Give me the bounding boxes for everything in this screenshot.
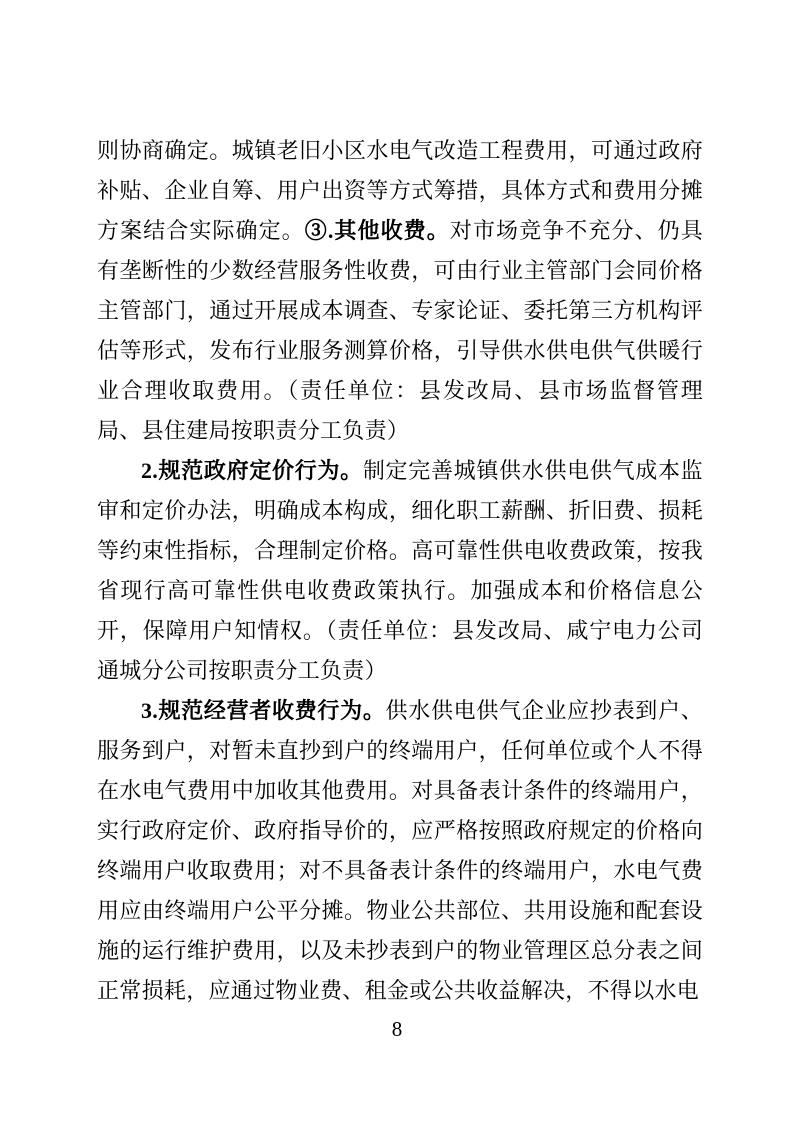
paragraph-text: 则协商确定。城镇老旧小区水电气改造工程费用，可通过政府补贴、企业自筹、用户出资等方式筹措，具体方式和费用分摊方案结合实际确定。 (97, 138, 703, 243)
body-paragraph (97, 691, 703, 1011)
paragraph-heading: 2.规范政府定价行为。 (141, 458, 363, 483)
paragraph-text: 供水供电供气企业应抄表到户、服务到户，对暂未直抄到户的终端用户，任何单位或个人不得在水电气费用中加收其他费用。对具备表计条件的终端用户，实行政府定价、政府指导价的，应严格按照政府规定的价格向终端用户收取费用；对不具备表计条件的终端用户，水电气费用应由终端用户公平分摊。物业公共部位、共用设施和配套设施的运行维护费用，以及未抄表到户的物业管理区总分表之间正常损耗，应通过物业费、租金或公共收益解决，不得以水电 (97, 698, 703, 1003)
paragraph-heading: ③.其他收费。 (304, 218, 450, 243)
responsibility-clause: （责任单位：县发改局、咸宁电力公司通城分公司按职责分工负责） (97, 618, 703, 683)
page-number: 8 (391, 1017, 403, 1041)
responsibility-clause: （责任单位：县发改局、县市场监督管理局、县住建局按职责分工负责） (97, 378, 704, 443)
body-paragraph (97, 451, 703, 691)
paragraph-heading: 3.规范经营者收费行为。 (141, 698, 386, 723)
body-paragraph (97, 131, 703, 451)
paragraph-text: 对市场竞争不充分、仍具有垄断性的少数经营服务性收费，可由行业主管部门会同价格主管部门，通过开展成本调查、专家论证、委托第三方机构评估等形式，发布行业服务测算价格，引导供水供电供气供暖行业合理收取费用。 (97, 218, 703, 403)
document-body (97, 131, 703, 1011)
paragraph-text: 制定完善城镇供水供电供气成本监审和定价办法，明确成本构成，细化职工薪酬、折旧费、损耗等约束性指标，合理制定价格。高可靠性供电收费政策，按我省现行高可靠性供电收费政策执行。加强成本和价格信息公开，保障用户知情权。 (97, 458, 703, 643)
